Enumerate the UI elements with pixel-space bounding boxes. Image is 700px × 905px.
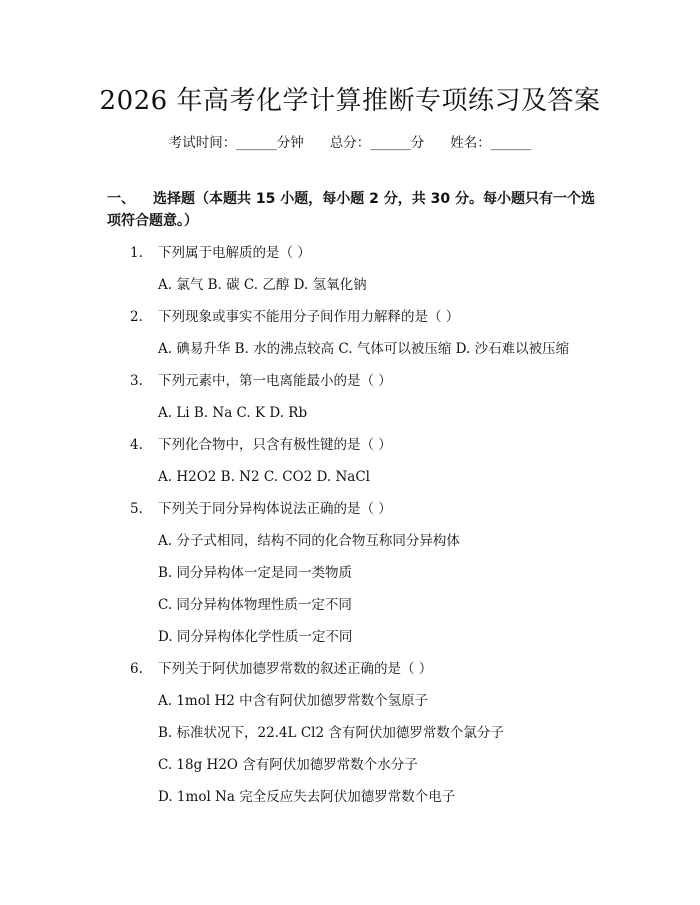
question-number: 3. — [130, 373, 143, 389]
question-stem: 下列属于电解质的是（ ） — [158, 245, 311, 261]
question-stem: 下列关于同分异构体说法正确的是（ ） — [158, 501, 392, 517]
question-5-option-a: A. 分子式相同，结构不同的化合物互称同分异构体 — [158, 533, 460, 549]
section-number: 一、 — [107, 191, 135, 207]
question-5-option-d: D. 同分异构体化学性质一定不同 — [158, 629, 353, 645]
question-5-option-c: C. 同分异构体物理性质一定不同 — [158, 597, 352, 613]
question-number: 1. — [130, 245, 143, 261]
question-number: 2. — [130, 309, 143, 325]
question-3-options: A. Li B. Na C. K D. Rb — [158, 405, 308, 421]
document-title: 2026 年高考化学计算推断专项练习及答案 — [99, 86, 601, 116]
question-6-option-a: A. 1mol H2 中含有阿伏加德罗常数个氢原子 — [158, 693, 429, 709]
section-text: 选择题（本题共 15 小题，每小题 2 分，共 30 分。每小题只有一个选项符合题意。） — [107, 191, 595, 229]
question-5-option-b: B. 同分异构体一定是同一类物质 — [158, 565, 353, 581]
question-4-options: A. H2O2 B. N2 C. CO2 D. NaCl — [158, 469, 370, 485]
question-2-options: A. 碘易升华 B. 水的沸点较高 C. 气体可以被压缩 D. 沙石难以被压缩 — [158, 341, 570, 357]
question-6-option-c: C. 18g H2O 含有阿伏加德罗常数个水分子 — [158, 757, 418, 773]
question-4 — [130, 435, 392, 455]
question-6 — [130, 659, 432, 679]
exam-time-field: 考试时间：______分钟 — [168, 135, 304, 151]
question-3 — [130, 371, 392, 391]
question-5 — [130, 499, 392, 519]
question-stem: 下列关于阿伏加德罗常数的叙述正确的是（ ） — [158, 661, 433, 677]
question-number: 5. — [130, 501, 143, 517]
question-stem: 下列现象或事实不能用分子间作用力解释的是（ ） — [158, 309, 460, 325]
question-number: 6. — [130, 661, 143, 677]
total-score-field: 总分：______分 — [329, 135, 425, 151]
question-1 — [130, 243, 311, 263]
name-field: 姓名：______ — [450, 135, 532, 151]
question-stem: 下列化合物中，只含有极性键的是（ ） — [158, 437, 392, 453]
question-1-options: A. 氯气 B. 碳 C. 乙醇 D. 氢氧化钠 — [158, 277, 367, 293]
question-2 — [130, 307, 459, 327]
question-6-option-d: D. 1mol Na 完全反应失去阿伏加德罗常数个电子 — [158, 789, 456, 805]
section-heading — [107, 188, 597, 232]
exam-meta — [0, 131, 700, 151]
question-number: 4. — [130, 437, 143, 453]
question-6-option-b: B. 标准状况下，22.4L Cl2 含有阿伏加德罗常数个氯分子 — [158, 725, 504, 741]
question-stem: 下列元素中，第一电离能最小的是（ ） — [158, 373, 392, 389]
